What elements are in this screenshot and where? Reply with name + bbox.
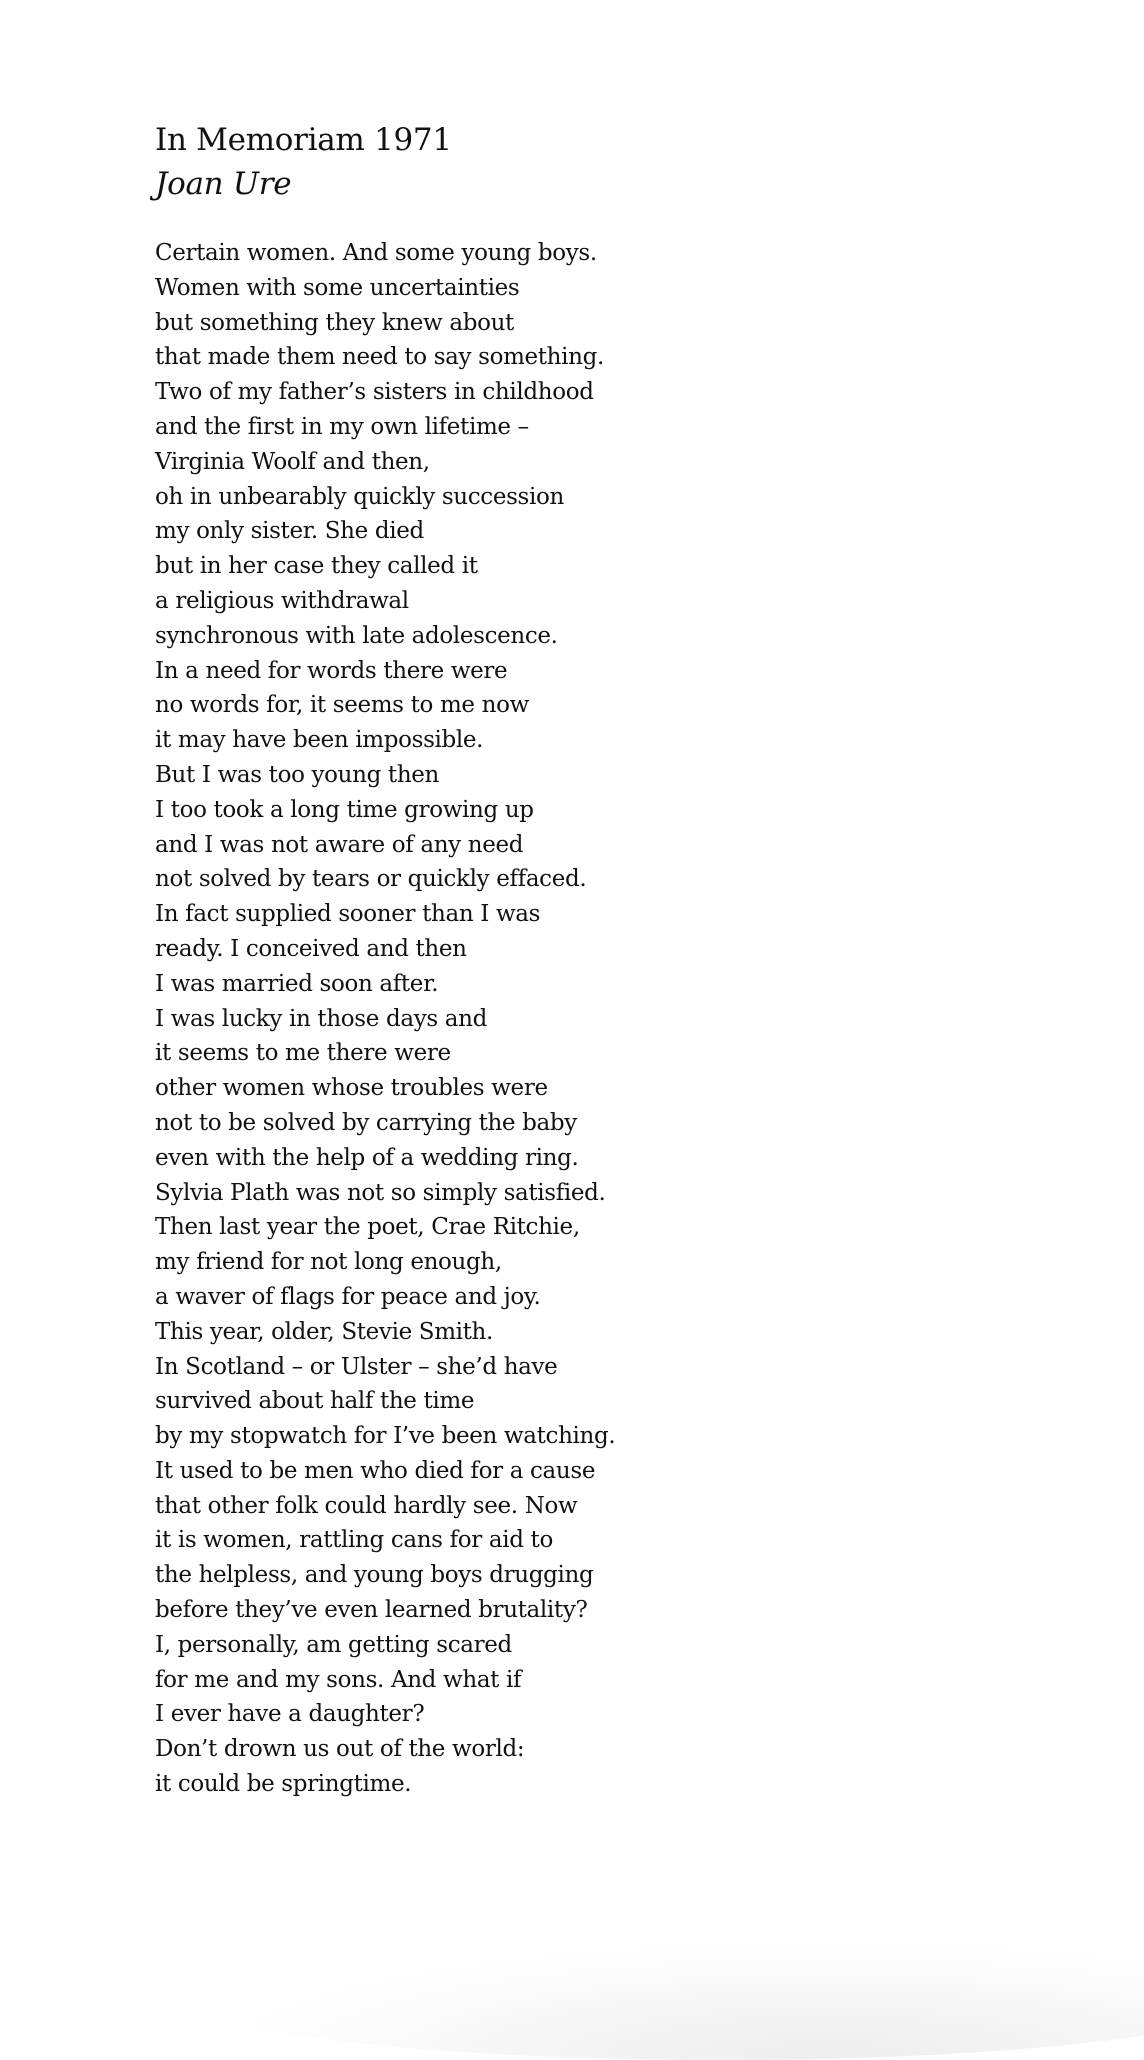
poem-line: it may have been impossible. [155, 727, 484, 754]
poem-line: survived about half the time [155, 1388, 475, 1415]
poem-line: it is women, rattling cans for aid to [155, 1527, 553, 1554]
poem-line: and I was not aware of any need [155, 831, 524, 858]
poem-line: no words for, it seems to me now [155, 692, 529, 719]
poem-body [155, 236, 855, 1802]
poem-line: Virginia Woolf and then, [155, 448, 430, 475]
poem-line: It used to be men who died for a cause [155, 1457, 596, 1484]
page-bottom-shadow [200, 1940, 1144, 2060]
poem-line: oh in unbearably quickly succession [155, 483, 564, 510]
poem-line: but something they knew about [155, 309, 514, 336]
poem-line: my friend for not long enough, [155, 1249, 502, 1276]
poem-line: a religious withdrawal [155, 587, 409, 614]
poem-line: I was married soon after. [155, 970, 439, 997]
poem-line: it could be springtime. [155, 1771, 412, 1798]
poem-line: Then last year the poet, Crae Ritchie, [155, 1214, 580, 1241]
poem-line: by my stopwatch for I’ve been watching. [155, 1423, 616, 1450]
poem-line: for me and my sons. And what if [155, 1666, 522, 1693]
poem-line: Sylvia Plath was not so simply satisfied. [155, 1179, 606, 1206]
poem-line: I too took a long time growing up [155, 796, 534, 823]
poem-line: my only sister. She died [155, 518, 424, 545]
poem-line: not to be solved by carrying the baby [155, 1109, 577, 1136]
poem-line: synchronous with late adolescence. [155, 622, 558, 649]
poem-line: but in her case they called it [155, 553, 478, 580]
poem-line: that made them need to say something. [155, 344, 604, 371]
poem-line: I ever have a daughter? [155, 1701, 425, 1728]
poem-line: even with the help of a wedding ring. [155, 1144, 579, 1171]
poem-line: the helpless, and young boys drugging [155, 1562, 594, 1589]
poem-page [155, 118, 855, 1802]
poem-title: In Memoriam 1971 [155, 122, 452, 158]
poem-line: I was lucky in those days and [155, 1005, 487, 1032]
poem-line: In a need for words there were [155, 657, 508, 684]
poem-line: Women with some uncertainties [155, 274, 520, 301]
poem-line: that other folk could hardly see. Now [155, 1492, 578, 1519]
poem-line: ready. I conceived and then [155, 935, 467, 962]
poem-line: This year, older, Stevie Smith. [155, 1318, 493, 1345]
poem-line: Certain women. And some young boys. [155, 240, 597, 266]
poem-line: other women whose troubles were [155, 1075, 548, 1102]
poem-line: it seems to me there were [155, 1040, 451, 1067]
poem-line: But I was too young then [155, 761, 440, 788]
poem-line: In Scotland – or Ulster – she’d have [155, 1353, 558, 1380]
poem-line: Two of my father’s sisters in childhood [155, 379, 594, 406]
poem-line: Don’t drown us out of the world: [155, 1736, 525, 1763]
poem-line: and the first in my own lifetime – [155, 413, 529, 440]
poem-line: a waver of flags for peace and joy. [155, 1283, 541, 1310]
poem-line: I, personally, am getting scared [155, 1631, 512, 1658]
poem-line: not solved by tears or quickly effaced. [155, 866, 587, 893]
poem-line: In fact supplied sooner than I was [155, 901, 541, 928]
poem-author: Joan Ure [155, 166, 292, 202]
poem-line: before they’ve even learned brutality? [155, 1597, 588, 1624]
